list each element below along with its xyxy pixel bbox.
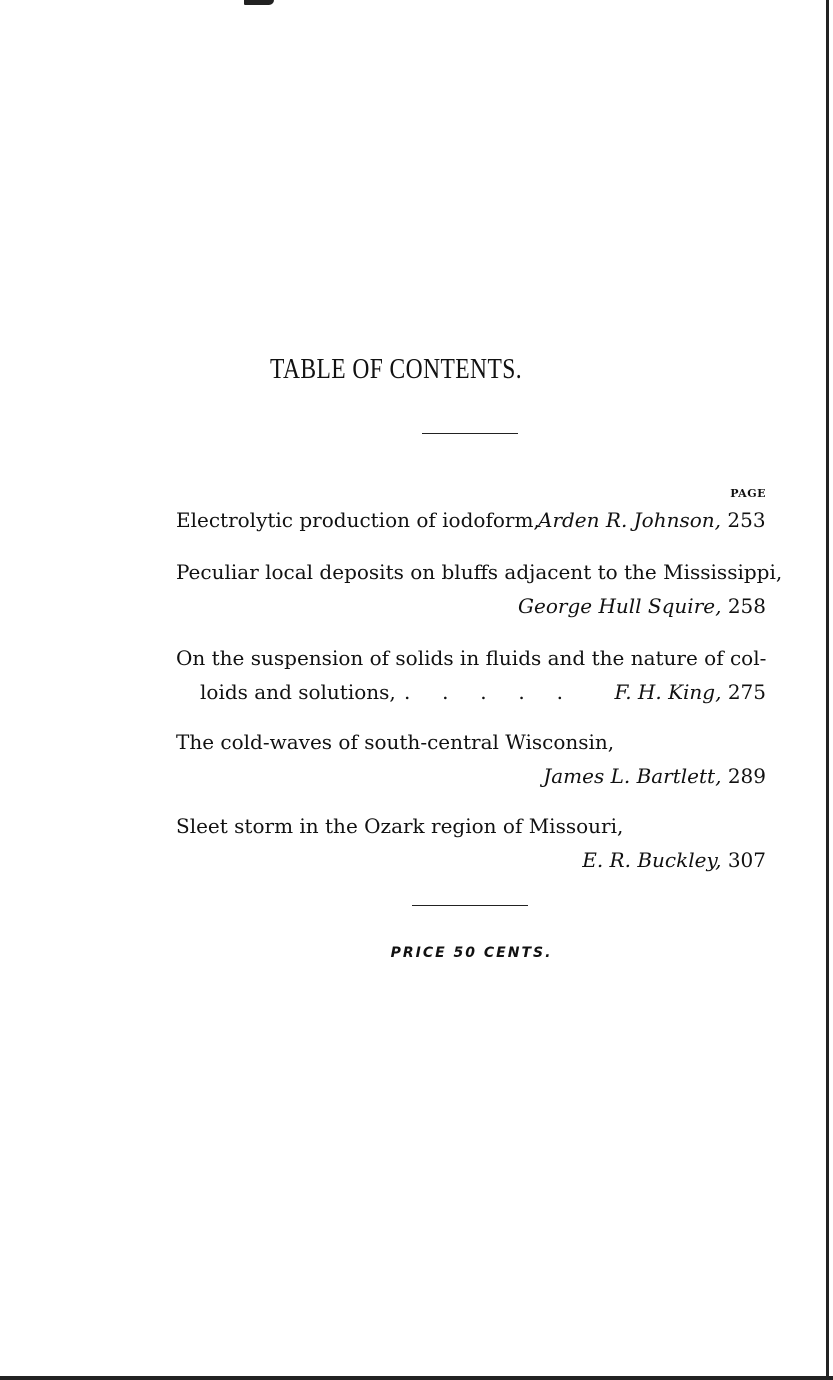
page-title: TABLE OF CONTENTS. — [270, 354, 523, 385]
toc-entry-2-page: 258 — [727, 594, 766, 618]
toc-entry-4-title: The cold-waves of south-central Wisconsin, — [176, 730, 615, 754]
title-divider — [422, 433, 518, 434]
bottom-divider — [412, 905, 528, 906]
toc-entry-5-author-name: E. R. Buckley, — [582, 848, 722, 872]
toc-entry-2-title: Peculiar local deposits on bluffs adjacent to the Mississippi, — [176, 560, 783, 584]
toc-entry-1-author-name: Arden R. Johnson, — [538, 508, 722, 532]
toc-entry-3-author-name: F. H. King, — [614, 680, 722, 704]
toc-entry-3-title-line1: On the suspension of solids in fluids and the nature of col- — [176, 646, 767, 670]
toc-entry-2-author — [176, 594, 766, 618]
toc-entry-3-title-line2: loids and solutions, — [200, 680, 396, 704]
scan-corner-mark — [244, 0, 274, 5]
toc-entry-3-author — [176, 680, 766, 704]
toc-entry-4-page: 289 — [727, 764, 766, 788]
toc-entry-3-page: 275 — [727, 680, 766, 704]
toc-entry-4-author-name: James L. Bartlett, — [543, 764, 722, 788]
toc-entry-1-author — [538, 508, 766, 532]
toc-entry-3-leader: . . . . . — [404, 680, 563, 704]
toc-entry-5-title: Sleet storm in the Ozark region of Missouri, — [176, 814, 624, 838]
toc-entry-1-page: 253 — [727, 508, 766, 532]
toc-entry-5-author — [176, 848, 766, 872]
toc-entry-1-title: Electrolytic production of iodoform, — [176, 508, 540, 532]
page-edge-bottom — [0, 1376, 833, 1380]
toc-entry-5-page: 307 — [727, 848, 766, 872]
page-edge-right — [826, 0, 829, 1380]
toc-entry-2-author-name: George Hull Squire, — [518, 594, 722, 618]
page-column-label: PAGE — [730, 487, 766, 500]
toc-entry-4-author — [176, 764, 766, 788]
price-line: PRICE 50 CENTS. — [390, 945, 553, 961]
